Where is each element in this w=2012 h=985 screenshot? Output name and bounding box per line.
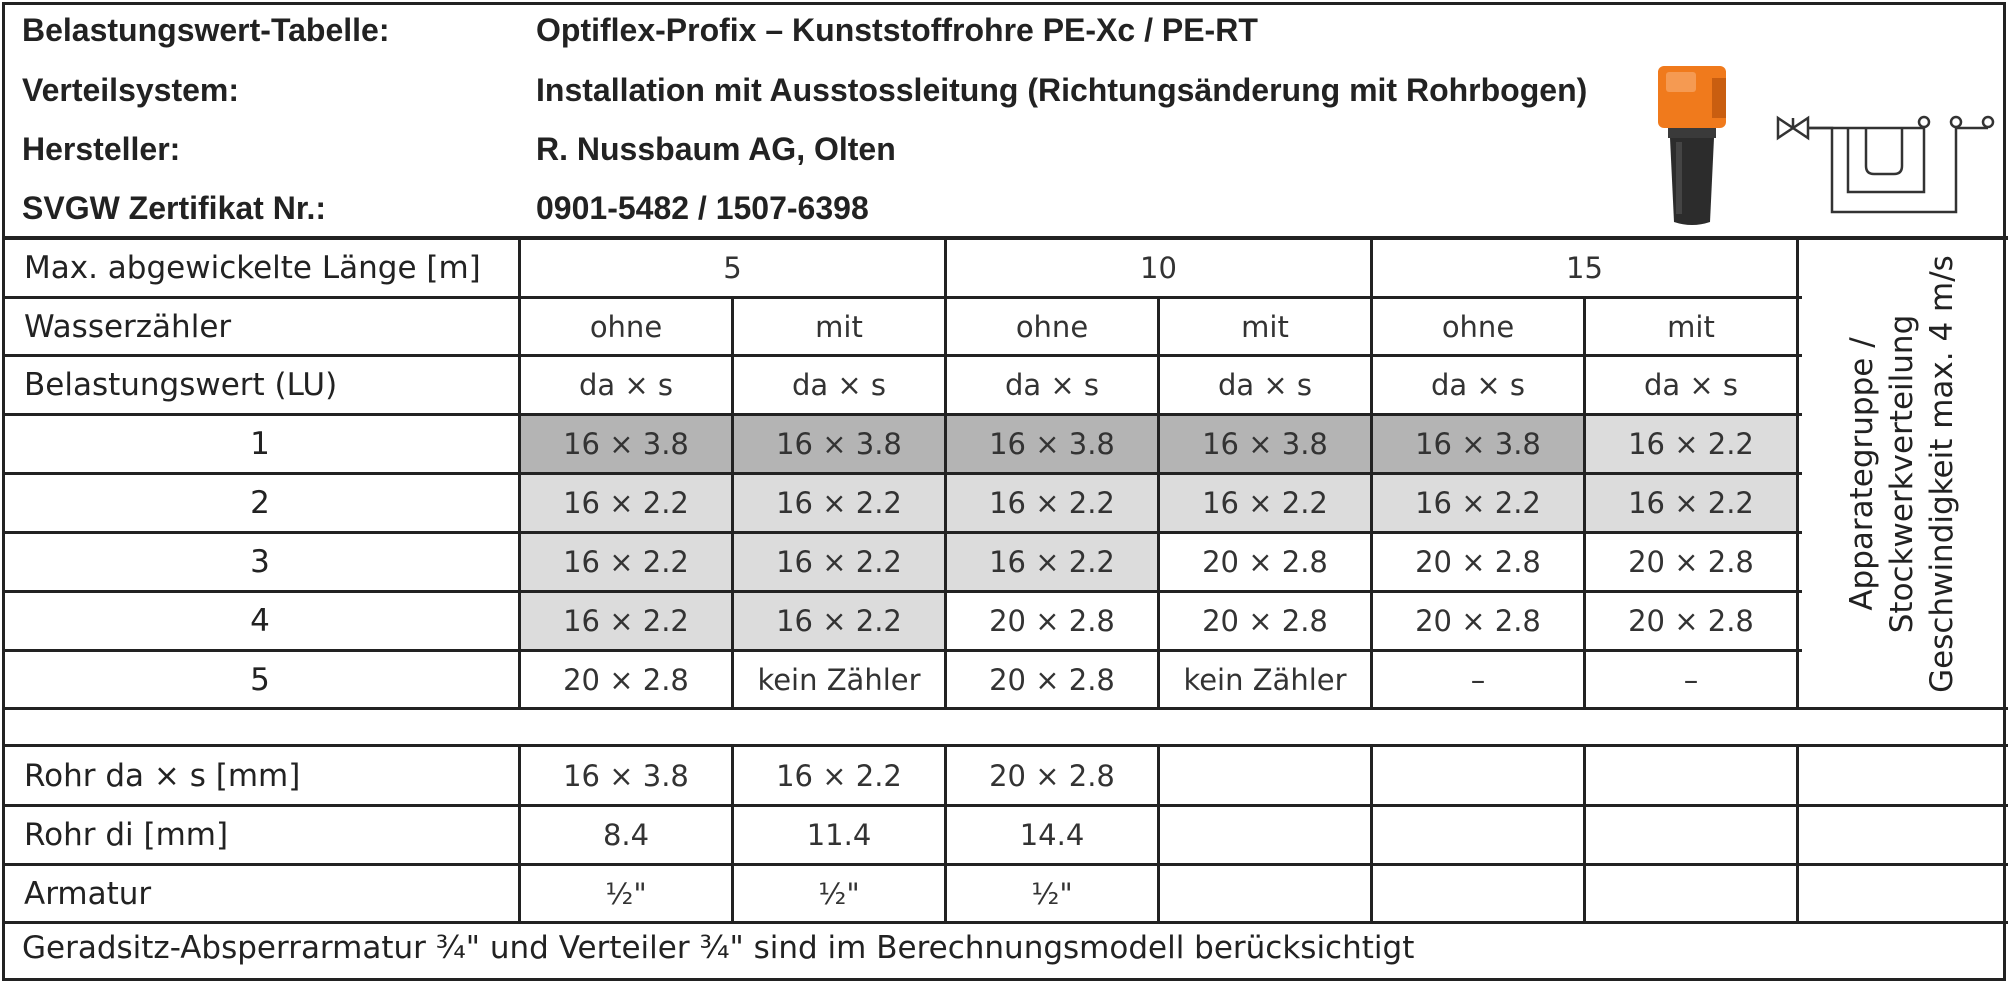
table-cell: – [1470, 662, 1486, 697]
length-5: 5 [723, 250, 742, 285]
table-cell: 16 × 2.2 [1586, 475, 1796, 531]
pipe-label: Rohr da × s [mm] [24, 757, 301, 794]
length-15: 15 [1566, 250, 1603, 285]
meter-cell: mit [815, 309, 863, 344]
table-cell: 20 × 2.8 [1628, 604, 1754, 638]
divider [2, 921, 2008, 924]
table-cell: 16 × 3.8 [521, 416, 731, 472]
lu-value: 1 [250, 426, 270, 462]
pipe-cell: 16 × 2.2 [776, 758, 902, 793]
lu-value: 3 [250, 544, 270, 580]
divider [2, 707, 2008, 710]
dim-header: da × s [1430, 368, 1526, 402]
table-cell: – [1683, 662, 1699, 697]
table-cell: 16 × 2.2 [947, 534, 1157, 590]
table-cell: 20 × 2.8 [1628, 545, 1754, 579]
header-value-1: Optiflex-Profix – Kunststoffrohre PE-Xc / PE-RT [536, 12, 1258, 48]
header-value-3: R. Nussbaum AG, Olten [536, 131, 896, 167]
dim-header: da × s [1217, 368, 1313, 402]
side-note-line: Geschwindigkeit max. 4 m/s [1923, 255, 1960, 693]
pipe-fitting-icon [1652, 62, 1732, 228]
meter-cell: ohne [589, 309, 663, 344]
header-value-2: Installation mit Ausstossleitung (Richtungsänderung mit Rohrbogen) [536, 72, 1588, 108]
table-cell: 16 × 2.2 [521, 534, 731, 590]
pipe-cell: 8.4 [602, 818, 650, 852]
table-cell: 20 × 2.8 [1415, 604, 1541, 638]
footer-note: Geradsitz-Absperrarmatur ¾" und Verteiler ¾" sind im Berechnungsmodell berücksichtigt [22, 930, 1415, 966]
distribution-schema-icon [1776, 112, 1996, 222]
lu-value: 4 [250, 603, 270, 639]
pipe-cell: ½" [1031, 876, 1073, 911]
table-cell: 20 × 2.8 [1415, 545, 1541, 579]
table-cell: 16 × 2.2 [734, 534, 944, 590]
side-note [1801, 240, 2002, 708]
table-cell: 16 × 2.2 [734, 475, 944, 531]
pipe-label: Rohr di [mm] [24, 817, 229, 853]
dim-header: da × s [791, 368, 887, 402]
side-note-line: Stockwerkverteilung [1883, 314, 1920, 634]
dim-header: da × s [1004, 368, 1100, 402]
meter-cell: mit [1241, 309, 1289, 344]
table-cell: 16 × 2.2 [734, 593, 944, 649]
side-note-line: Apparategruppe / [1843, 337, 1880, 611]
table-cell: 20 × 2.8 [563, 662, 689, 697]
pipe-cell: ½" [818, 876, 860, 911]
length-label: Max. abgewickelte Länge [m] [24, 249, 481, 286]
header-label-2: Verteilsystem: [22, 72, 240, 108]
table-cell: 16 × 2.2 [521, 593, 731, 649]
vdivider [1370, 745, 1373, 922]
pipe-cell: 14.4 [1019, 818, 1085, 852]
header-value-4: 0901-5482 / 1507-6398 [536, 190, 869, 226]
table-cell: 20 × 2.8 [989, 604, 1115, 638]
meter-cell: ohne [1015, 309, 1089, 344]
table-cell: 20 × 2.8 [989, 662, 1115, 697]
meter-cell: ohne [1441, 309, 1515, 344]
dim-header: da × s [1643, 368, 1739, 402]
vdivider [1796, 745, 1799, 922]
table-cell: 16 × 2.2 [521, 475, 731, 531]
header-label-1: Belastungswert-Tabelle: [22, 12, 390, 48]
table-cell: kein Zähler [757, 662, 921, 697]
pipe-label: Armatur [24, 875, 152, 912]
table-cell: 16 × 3.8 [1160, 416, 1370, 472]
vdivider [1157, 745, 1160, 922]
pipe-cell: 20 × 2.8 [989, 758, 1115, 793]
table-cell: kein Zähler [1183, 662, 1347, 697]
dim-header: da × s [578, 368, 674, 402]
meter-cell: mit [1667, 309, 1715, 344]
lu-value: 2 [250, 485, 270, 521]
vdivider [1796, 238, 1799, 708]
table-cell: 16 × 2.2 [1160, 475, 1370, 531]
length-10: 10 [1140, 250, 1177, 285]
lu-label: Belastungswert (LU) [24, 367, 338, 403]
meter-label: Wasserzähler [24, 308, 232, 345]
pipe-cell: ½" [605, 876, 647, 911]
table-cell: 16 × 2.2 [947, 475, 1157, 531]
table-cell: 16 × 2.2 [1586, 416, 1796, 472]
table-cell: 16 × 3.8 [734, 416, 944, 472]
table-cell: 16 × 3.8 [1373, 416, 1583, 472]
pipe-cell: 11.4 [806, 818, 872, 852]
lu-value: 5 [250, 661, 270, 698]
table-cell: 16 × 2.2 [1373, 475, 1583, 531]
table-cell: 16 × 3.8 [947, 416, 1157, 472]
header-label-3: Hersteller: [22, 131, 181, 167]
pipe-cell: 16 × 3.8 [563, 758, 689, 793]
header-label-4: SVGW Zertifikat Nr.: [22, 190, 327, 226]
table-cell: 20 × 2.8 [1202, 545, 1328, 579]
table-cell: 20 × 2.8 [1202, 604, 1328, 638]
vdivider [1583, 745, 1586, 922]
